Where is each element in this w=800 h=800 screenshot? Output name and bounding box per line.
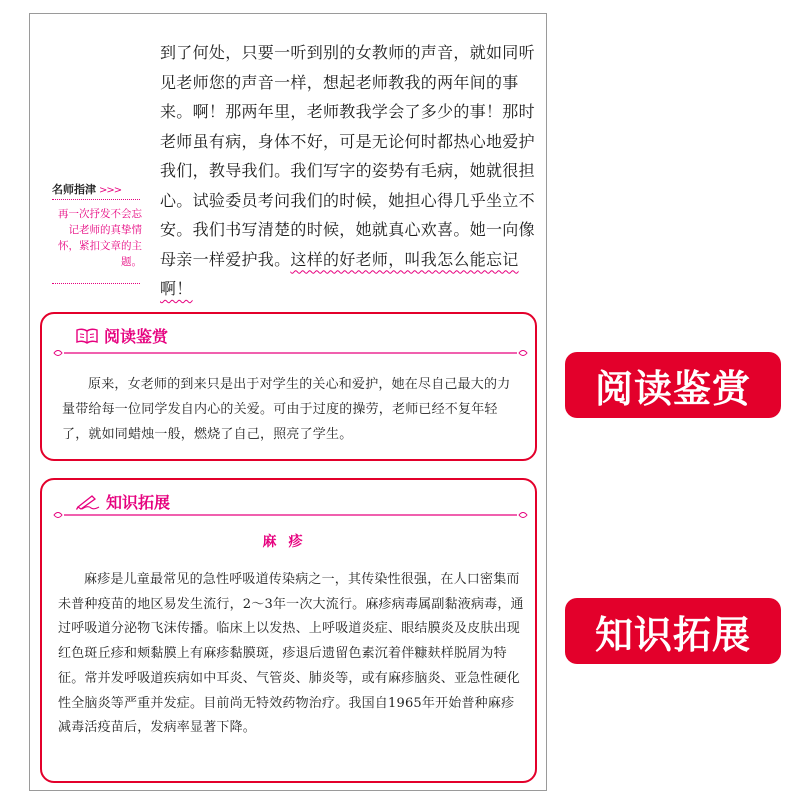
knowledge-expansion-box <box>40 478 537 783</box>
main-text-body: 到了何处，只要一听到别的女教师的声音，就如同听见老师您的声音一样，想起老师教我的两年间的事来。啊！那两年里，老师教我学会了多少的事！那时老师虽有病，身体不好，可是无论何时都热心地爱护我们，教导我们。我们写字的姿势有毛病，她就很担心。试验委员考问我们的时候，她担心得几乎坐立不安。我们书写清楚的时候，她就真心欢喜。她一向像母亲一样爱护我。 <box>160 43 535 269</box>
knowledge-subtitle: 麻疹 <box>262 534 315 550</box>
reading-appreciation-label: 阅读鉴赏 <box>565 352 781 418</box>
margin-note-divider-top <box>52 199 140 200</box>
reading-appreciation-box <box>40 312 537 461</box>
reading-appreciation-title: 阅读鉴赏 <box>104 327 169 346</box>
open-book-icon <box>76 328 98 344</box>
margin-note-arrows: >>> <box>99 185 122 196</box>
main-text-highlight: 这样的好老师，叫我怎么能忘记啊！ <box>160 249 519 298</box>
reading-appreciation-text: 原来，女老师的到来只是出于对学生的关心和爱护，她在尽自己最大的力量带给每一位同学发自内心的关爱。可由于过度的操劳，老师已经不复年轻了，就如同蜡烛一般，燃烧了自己，照亮了学生。 <box>62 377 511 442</box>
main-paragraph <box>160 38 535 304</box>
margin-note-title <box>52 181 121 197</box>
ornament-divider <box>52 510 529 520</box>
margin-note-text: 再一次抒发不会忘记老师的真挚情怀，紧扣文章的主题。 <box>58 208 142 268</box>
reading-appreciation-header <box>76 324 168 347</box>
knowledge-expansion-text: 麻疹是儿童最常见的急性呼吸道传染病之一，其传染性很强，在人口密集而未普种疫苗的地区易发生流行，2～3年一次大流行。麻疹病毒属副黏液病毒，通过呼吸道分泌物飞沫传播。临床上以发热、上呼吸道炎症、眼结膜炎及皮肤出现红色斑丘疹和颊黏膜上有麻疹黏膜斑，疹退后遗留色素沉着伴糠麸样脱屑为特征。常并发呼吸道疾病如中耳炎、气管炎、肺炎等，或有麻疹脑炎、亚急性硬化性全脑炎等严重并发症。目前尚无特效药物治疗。我国自1965年开始普种麻疹减毒活疫苗后，发病率显著下降。 <box>58 572 524 736</box>
pen-writing-icon <box>76 494 100 510</box>
knowledge-expansion-title: 知识拓展 <box>106 493 171 512</box>
knowledge-expansion-label: 知识拓展 <box>565 598 781 664</box>
margin-note-title-text: 名师指津 <box>52 183 96 196</box>
ornament-divider <box>52 348 529 358</box>
margin-note-divider-bottom <box>52 283 140 284</box>
